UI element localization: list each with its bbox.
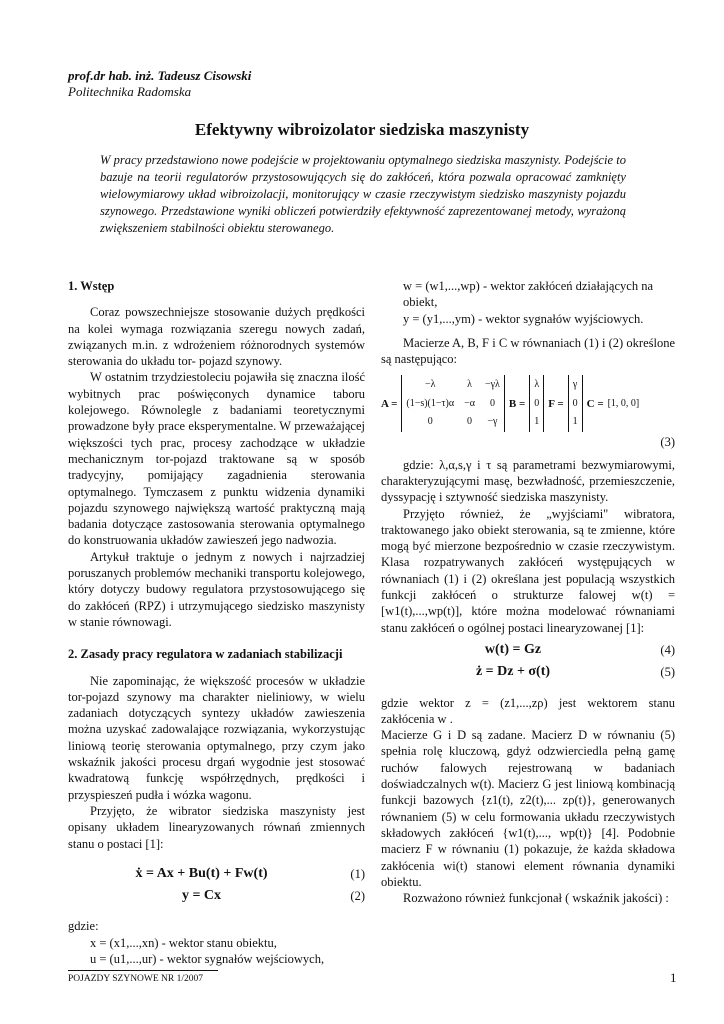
matrix-f-label: F = [548, 397, 564, 410]
equation-4 [381, 642, 675, 658]
paragraph: Rozważono również funkcjonał ( wskaźnik jakości) : [403, 891, 669, 906]
matrix-cell: 1 [534, 416, 540, 428]
matrix-b [529, 375, 544, 432]
paragraph: Nie zapominając, że większość procesów w układzie tor-pojazd szynowy ma charakter nieliniowy, w wielu zadaniach dotyczących syntezy układów zawieszenia można uzyskać zadowalające rozwiązania, wykorzystując liniową teorię sterowania optymalnego, przy czym jako wskaźnik jakości procesu drgań wygodnie jest stosować kwadratową funkcję współrzędnych, prędkości i przyspieszeń pudła i wózka wagonu. [68, 673, 365, 802]
paragraph: gdzie: λ,α,s,γ i τ są parametrami bezwymiarowymi, charakteryzującymi masę, bezwładność, przemieszczenie, dyssypację i sztywność siedziska maszynisty. [381, 457, 675, 505]
equation-body: w(t) = Gz [484, 641, 542, 657]
spacer [68, 910, 365, 918]
matrix-cell: 0 [427, 416, 433, 428]
matrix-c: [1, 0, 0] [607, 397, 640, 409]
equation-number: (2) [350, 889, 365, 904]
definition-y: y = (y1,...,ym) - wektor sygnałów wyjściowych. [403, 311, 644, 326]
paragraph: gdzie wektor z = (z1,...,zρ) jest wektorem stanu zakłócenia w . [381, 695, 675, 726]
definition-w: w = (w1,...,wp) - wektor zakłóceń działających na [403, 279, 653, 293]
matrix-cell: 1 [572, 416, 578, 428]
spacer [381, 687, 675, 695]
paragraph: Przyjęto również, że „wyjściami" wibratora, traktowanego jako obiekt sterowania, są te zmienne, które mogą być mierzone bezpośrednio w czasie rzeczywistym. Klasa rozpatrywanych zakłóceń występujących w równaniach (1) i (2) określana jest populacją wszystkich funkcji zakłóceń o strukturze falowej w(t) = [w1(t),...,wp(t)], które można modelować równaniami stanu zakłóceń o ogólnej postaci linearyzowanej [1]: [381, 506, 675, 635]
equation-number: (4) [660, 642, 675, 657]
matrix-cell: 0 [467, 416, 473, 428]
matrix-cell: 0 [489, 397, 495, 409]
left-column [68, 278, 365, 967]
definition-u: u = (u1,...,ur) - wektor sygnałów wejściowych, [90, 951, 325, 966]
journal-footer: POJAZDY SZYNOWE NR 1/2007 [68, 970, 218, 984]
matrix-cell: −α [464, 397, 475, 409]
author-name: prof.dr hab. inż. Tadeusz Cisowski [68, 68, 252, 83]
paper-title: Efektywny wibroizolator siedziska maszynisty [194, 120, 530, 139]
equation-body: y = Cx [181, 888, 222, 904]
section-1-heading: 1. Wstęp [68, 279, 115, 293]
spacer [68, 852, 365, 860]
right-column [381, 278, 675, 906]
section-2-heading: 2. Zasady pracy regulatora w zadaniach stabilizacji [68, 647, 343, 662]
paragraph: gdzie: [68, 919, 99, 934]
page-number: 1 [670, 970, 677, 985]
spacer [381, 327, 675, 335]
paragraph: Macierze A, B, F i C w równaniach (1) i (2) określone są następująco: [381, 335, 675, 367]
matrix-cell: −γλ [485, 379, 500, 391]
matrix-a [401, 375, 505, 432]
matrix-cell: −γ [487, 416, 498, 428]
equation-body: ẋ = Ax + Bu(t) + Fw(t) [135, 865, 268, 881]
definition-x: x = (x1,...,xn) - wektor stanu obiektu, [90, 935, 277, 950]
matrix-f [568, 375, 583, 432]
matrix-definitions [381, 375, 675, 432]
definition-w-continued: obiekt, [403, 295, 438, 310]
paragraph: Artykuł traktuje o jednym z nowych i najrzadziej poruszanych problemów mechaniki transportu kolejowego, który dotyczy budowy regulatora przystosowującego się do zakłóceń (RPZ) i utrzymującego siedzisko maszynisty w stanie równowagi. [68, 549, 365, 629]
author-block [68, 68, 251, 100]
matrix-cell: (1−s)(1−τ)α [406, 397, 455, 409]
matrix-cell: γ [572, 379, 578, 391]
matrix-cell: −λ [424, 379, 436, 391]
paragraph: Macierze G i D są zadane. Macierz D w równaniu (5) spełnia rolę kluczową, gdyż odzwierciedla pełną gamę ruchów falowych rejestrowaną w badaniach doświadczalnych w(t). Macierz G jest liniową kombinacją funkcji bazowych {z1(t), z2(t),... zρ(t)}, generowanych równaniem (5) w celu formowania układu rzeczywistych składowych zakłóceń {w1(t),..., wp(t)} [4]. Podobnie macierz F w równaniu (1) pokazuje, że każda składowa zakłócenia wi(t) stanowi element równania dynamiki obiektu. [381, 728, 675, 889]
equation-body: ż = Dz + σ(t) [475, 664, 551, 680]
paragraph: W ostatnim trzydziestoleciu pojawiła się znaczna ilość wybitnych prac poświęconych dynamice taboru kolejowego. Równolegle z badaniami teoretycznymi prowadzone były prace eksperymentalne. W przeważającej większości tych prac, procesy zachodzące w układzie mechanicznym tor-pojazd traktowane są w sposób tradycyjny, pomijający zagadnienia sterowania optymalnego. Tymczasem z punktu widzenia dynamiki pojazdu szynowego największą wartość praktyczną mają badania dotyczące zastosowania sterowania optymalnego do konstruowania układów zawieszeń jego nadwozia. [68, 370, 365, 548]
abstract: W pracy przedstawiono nowe podejście w projektowaniu optymalnego siedziska maszynisty. Podejście to bazuje na teorii regulatorów przystosowujących się do zakłóceń, która pozwala opracować zamknięty wielowymiarowy układ wibroizolacji, monitorujący w czasie rzeczywistym siedzisko maszynisty pojazdu szynowego. Przedstawione wyniki obliczeń potwierdziły efektywność zaprezentowanej metody, wyrażoną zwiększeniem stabilności obiektu sterowanego. [100, 153, 626, 235]
paragraph: Przyjęto, że wibrator siedziska maszynisty jest opisany układem linearyzowanych równań zmiennych stanu o postaci [1]: [68, 803, 365, 851]
equation-3-number: (3) [660, 435, 675, 450]
matrix-a-label: A = [381, 397, 398, 410]
matrix-b-label: B = [508, 397, 526, 410]
equation-2 [68, 888, 365, 904]
matrix-cell: 0 [534, 397, 540, 409]
equation-1 [68, 866, 365, 882]
matrix-cell: λ [467, 379, 472, 391]
spacer [68, 630, 365, 646]
equation-number: (1) [350, 866, 365, 881]
matrix-cell: 0 [572, 397, 578, 409]
matrix-cell: λ [534, 379, 540, 391]
equation-number: (5) [660, 665, 675, 680]
paragraph: Coraz powszechniejsze stosowanie dużych prędkości na kolei wymaga rozwiązania szeregu nowych zadań, związanych m.in. z wdrożeniem różnorodnych systemów sterowania do układu tor- pojazd szynowy. [68, 305, 365, 369]
matrix-c-label: C = [586, 397, 604, 410]
author-institution: Politechnika Radomska [68, 84, 192, 99]
equation-5 [381, 664, 675, 680]
